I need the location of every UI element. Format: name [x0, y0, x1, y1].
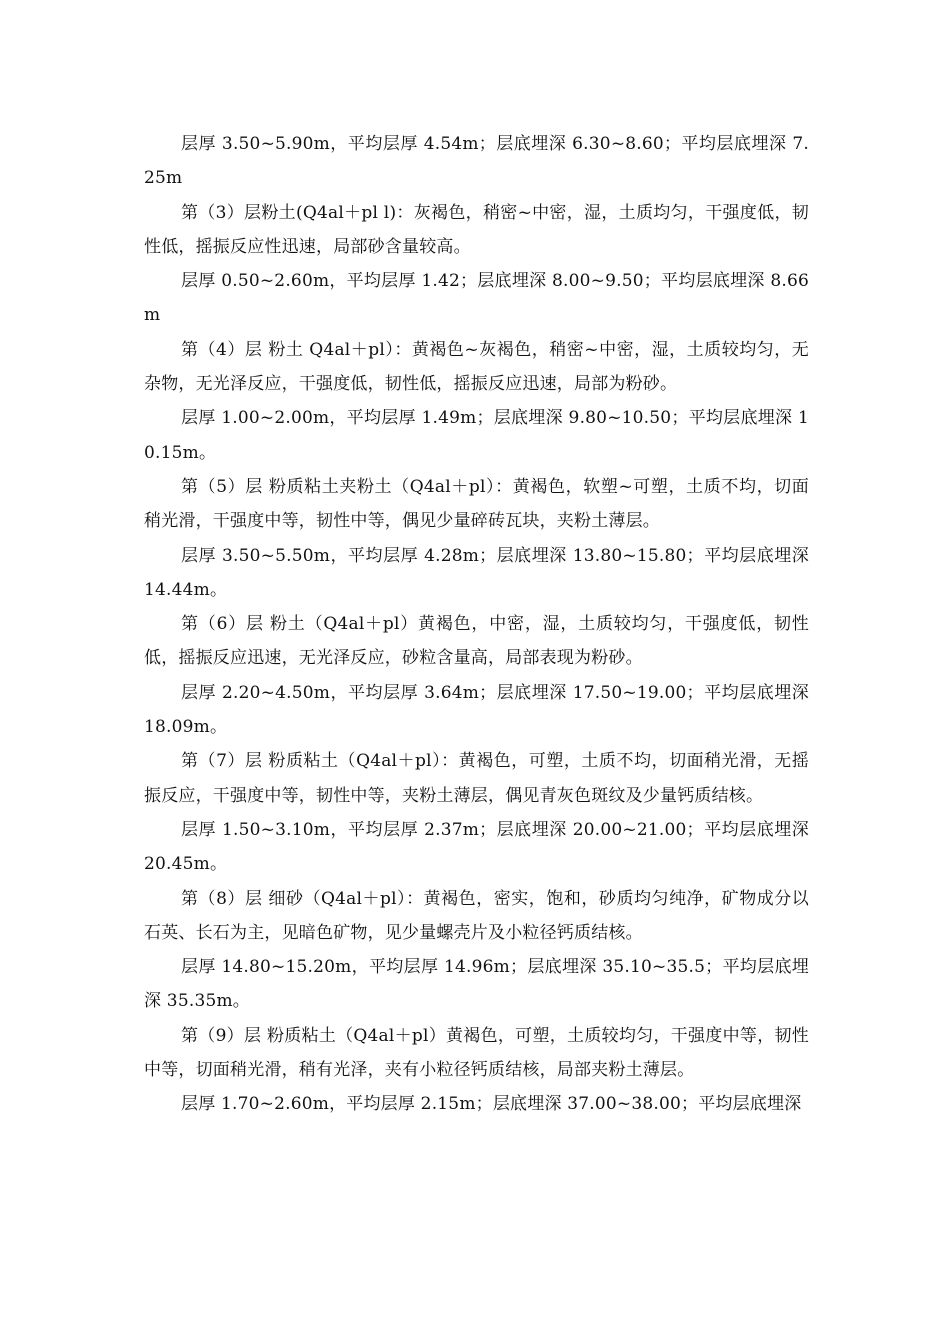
- paragraph-layer-7-thickness: 层厚 1.50~3.10m，平均层厚 2.37m；层底埋深 20.00~21.00；平均层底埋深 20.45m。: [144, 819, 809, 875]
- paragraph-layer-9-thickness: 层厚 1.70~2.60m，平均层厚 2.15m；层底埋深 37.00~38.00；平均层底埋深: [181, 1094, 802, 1115]
- paragraph-layer-8-thickness: 层厚 14.80~15.20m，平均层厚 14.96m；层底埋深 35.10~35.5；平均层底埋深 35.35m。: [144, 957, 809, 1012]
- paragraph-layer-7-description: 第（7）层 粉质粘土（Q4al＋pl）：黄褐色，可塑，土质不均，切面稍光滑，无摇振反应，干强度中等，韧性中等，夹粉土薄层，偶见青灰色斑纹及少量钙质结核。: [144, 751, 809, 806]
- paragraph-layer-8-description: 第（8）层 细砂（Q4al＋pl）：黄褐色，密实，饱和，砂质均匀纯净，矿物成分以石英、长石为主，见暗色矿物，见少量螺壳片及小粒径钙质结核。: [144, 888, 809, 943]
- paragraph-layer-4-thickness: 层厚 1.00~2.00m，平均层厚 1.49m；层底埋深 9.80~10.50；平均层底埋深 10.15m。: [144, 408, 809, 463]
- paragraph-layer-4-description: 第（4）层 粉土 Q4al＋pl）：黄褐色~灰褐色，稍密~中密，湿，土质较均匀，无杂物，无光泽反应，干强度低，韧性低，摇振反应迅速，局部为粉砂。: [144, 339, 809, 395]
- paragraph-layer-2-thickness: 层厚 3.50~5.90m，平均层厚 4.54m；层底埋深 6.30~8.60；平均层底埋深 7.25m: [144, 134, 809, 189]
- paragraph-layer-5-thickness: 层厚 3.50~5.50m，平均层厚 4.28m；层底埋深 13.80~15.80；平均层底埋深 14.44m。: [144, 545, 809, 600]
- paragraph-layer-3-thickness: 层厚 0.50~2.60m，平均层厚 1.42；层底埋深 8.00~9.50；平均层底埋深 8.66m: [144, 271, 809, 326]
- paragraph-layer-6-thickness: 层厚 2.20~4.50m，平均层厚 3.64m；层底埋深 17.50~19.00；平均层底埋深 18.09m。: [144, 682, 809, 738]
- paragraph-layer-3-description: 第（3）层粉土(Q4al＋pl l)：灰褐色，稍密~中密，湿，土质均匀，干强度低，韧性低，摇振反应性迅速，局部砂含量较高。: [144, 202, 809, 257]
- paragraph-layer-6-description: 第（6）层 粉土（Q4al＋pl）黄褐色，中密，湿，土质较均匀，干强度低，韧性低，摇振反应迅速，无光泽反应，砂粒含量高，局部表现为粉砂。: [144, 614, 809, 669]
- paragraph-layer-5-description: 第（5）层 粉质粘土夹粉土（Q4al＋pl）：黄褐色，软塑~可塑，土质不均，切面稍光滑，干强度中等，韧性中等，偶见少量碎砖瓦块，夹粉土薄层。: [144, 476, 809, 532]
- paragraph-layer-9-description: 第（9）层 粉质粘土（Q4al＋pl）黄褐色，可塑，土质较均匀，干强度中等，韧性中等，切面稍光滑，稍有光泽，夹有小粒径钙质结核，局部夹粉土薄层。: [144, 1025, 809, 1081]
- document-body: [144, 127, 809, 1122]
